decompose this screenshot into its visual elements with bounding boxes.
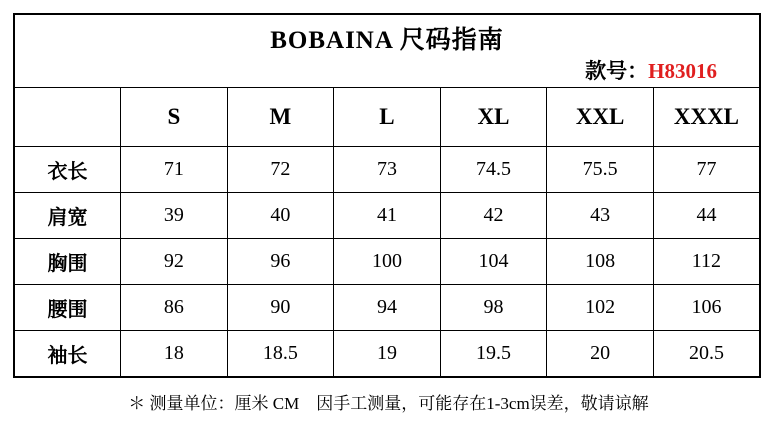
value-cell: 90 (227, 285, 334, 331)
title-cell (14, 14, 760, 88)
table-row-garment-length (14, 147, 760, 193)
corner-cell (14, 88, 121, 147)
size-header-l: L (334, 88, 441, 147)
row-label: 胸围 (14, 239, 121, 285)
value-cell: 39 (121, 193, 228, 239)
size-header-xxxl: XXXL (653, 88, 760, 147)
value-cell: 42 (440, 193, 547, 239)
size-table (13, 13, 761, 378)
style-number-line (15, 57, 759, 85)
value-cell: 108 (547, 239, 654, 285)
value-cell: 19.5 (440, 331, 547, 378)
value-cell: 18 (121, 331, 228, 378)
style-number-value: H83016 (648, 58, 717, 83)
value-cell: 77 (653, 147, 760, 193)
size-header-row (14, 88, 760, 147)
size-header-xxl: XXL (547, 88, 654, 147)
value-cell: 71 (121, 147, 228, 193)
value-cell: 96 (227, 239, 334, 285)
value-cell: 41 (334, 193, 441, 239)
table-row-waist (14, 285, 760, 331)
table-row-chest (14, 239, 760, 285)
size-header-xl: XL (440, 88, 547, 147)
row-label: 腰围 (14, 285, 121, 331)
value-cell: 98 (440, 285, 547, 331)
value-cell: 73 (334, 147, 441, 193)
row-label: 袖长 (14, 331, 121, 378)
value-cell: 112 (653, 239, 760, 285)
value-cell: 43 (547, 193, 654, 239)
value-cell: 20 (547, 331, 654, 378)
value-cell: 100 (334, 239, 441, 285)
value-cell: 40 (227, 193, 334, 239)
title-row (14, 14, 760, 88)
value-cell: 106 (653, 285, 760, 331)
value-cell: 74.5 (440, 147, 547, 193)
value-cell: 75.5 (547, 147, 654, 193)
value-cell: 20.5 (653, 331, 760, 378)
row-label: 肩宽 (14, 193, 121, 239)
value-cell: 104 (440, 239, 547, 285)
row-label: 衣长 (14, 147, 121, 193)
page-title: BOBAINA 尺码指南 (270, 26, 504, 54)
value-cell: 86 (121, 285, 228, 331)
size-header-m: M (227, 88, 334, 147)
size-header-s: S (121, 88, 228, 147)
value-cell: 94 (334, 285, 441, 331)
value-cell: 19 (334, 331, 441, 378)
value-cell: 44 (653, 193, 760, 239)
table-row-shoulder-width (14, 193, 760, 239)
value-cell: 92 (121, 239, 228, 285)
value-cell: 72 (227, 147, 334, 193)
measurement-note: ＊ 测量单位：厘米 CM 因手工测量，可能存在1-3cm误差，敬请谅解 (128, 394, 649, 413)
value-cell: 18.5 (227, 331, 334, 378)
table-row-sleeve-length (14, 331, 760, 378)
value-cell: 102 (547, 285, 654, 331)
style-number-label: 款号： (585, 58, 649, 83)
